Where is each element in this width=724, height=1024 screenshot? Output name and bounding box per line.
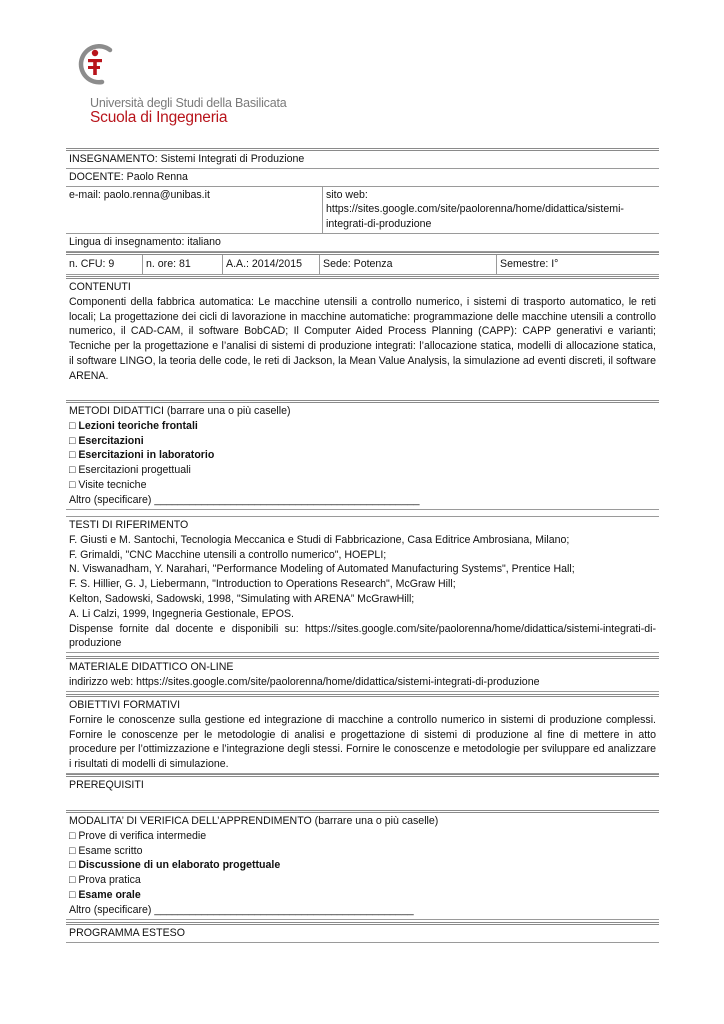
course-details-table [66,252,659,275]
course-info-table [66,148,659,252]
contact-row [66,187,659,234]
website-cell [323,187,659,233]
contenuti-title: CONTENUTI [69,281,131,293]
testi-item: Kelton, Sadowski, Sadowski, 1998, "Simulating with ARENA” McGrawHill; [69,592,415,605]
modalita-item: □ Prova pratica [69,874,141,887]
programma-block [66,922,659,943]
metodi-item: □ Esercitazioni progettuali [69,464,191,477]
obiettivi-text: Fornire le conoscenze sulla gestione ed integrazione di macchine a controllo numerico in sistemi di produzione complessi. Fornire le conoscenze per le metodologie di analisi e progettazione di sistemi di produzione al fine di mettere in atto procedure per l’ottimizzazione e l’integrazione degli stessi. Fornire le conoscenze e metodologie per sviluppare ed analizzare i risultati di modelli di simulazione. [69,713,656,771]
testi-title: TESTI DI RIFERIMENTO [69,519,189,531]
insegnamento-row: INSEGNAMENTO: Sistemi Integrati di Produzione [66,148,659,169]
testi-item: F. S. Hillier, G. J, Liebermann, "Introduction to Operations Research", McGraw Hill; [69,578,456,591]
prerequisiti-section [66,774,659,805]
modalita-section [66,810,659,920]
metodi-item: □ Esercitazioni in laboratorio [69,449,215,462]
materiale-title: MATERIALE DIDATTICO ON-LINE [69,661,234,673]
modalita-title: MODALITA’ DI VERIFICA DELL’APPRENDIMENTO (barrare una o più caselle) [69,815,439,827]
metodi-altro: Altro (specificare) _____________________________________________ [69,493,420,506]
testi-item: N. Viswanadham, Y. Narahari, "Performance Modeling of Automated Manufacturing Systems", Prentice Hall; [69,563,575,576]
semestre-cell: Semestre: I° [500,258,559,270]
university-logo [70,44,116,93]
modalita-block [66,810,659,920]
lingua-row: Lingua di insegnamento: italiano [66,234,659,252]
email-cell: e-mail: paolo.renna@unibas.it [66,187,323,233]
obiettivi-section [66,694,659,774]
materiale-text: indirizzo web: https://sites.google.com/site/paolorenna/home/didattica/sistemi-integrati-di-produzione [69,675,540,688]
website-url-line1: https://sites.google.com/site/paolorenna/home/didattica/sistemi- [326,203,624,216]
metodi-title: METODI DIDATTICI (barrare una o più caselle) [69,405,291,417]
website-label: sito web: [326,188,368,201]
metodi-item: □ Esercitazioni [69,434,144,447]
programma-title: PROGRAMMA ESTESO [69,927,185,939]
testi-dispense: Dispense fornite dal docente e disponibili su: https://sites.google.com/site/paolorenna/home/didattica/sistemi-integrati-di-produzione [69,622,656,650]
prerequisiti-block [66,774,659,805]
materiale-section [66,656,659,692]
testi-block [66,516,659,653]
testi-item: F. Giusti e M. Santochi, Tecnologia Meccanica e Studi di Fabbricazione, Casa Editrice Ambrosiana, Milano; [69,533,570,546]
testi-item: F. Grimaldi, "CNC Macchine utensili a controllo numerico", HOEPLI; [69,548,387,561]
sede-cell: Sede: Potenza [320,255,497,274]
contenuti-section [66,276,659,385]
materiale-block [66,656,659,692]
testi-item: A. Li Calzi, 1999, Ingegneria Gestionale, EPOS. [69,607,294,620]
docente-row: DOCENTE: Paolo Renna [66,169,659,187]
school-name: Scuola di Ingegneria [90,109,228,126]
metodi-item: □ Visite tecniche [69,478,147,491]
modalita-item: □ Discussione di un elaborato progettuale [69,859,281,872]
contenuti-text: Componenti della fabbrica automatica: Le macchine utensili a controllo numerico, i sistemi di trasporto automatico, le reti locali; La progettazione dei cicli di lavorazione in macchine automatiche: programmazione delle macchine utensili a controllo numerico, il CAD-CAM, il software BobCAD; Il Computer Aided Process Planning (CAPP): CAPP generativi e varianti; Tecniche per la progettazione e l’analisi di sistemi di produzione integrati: l’allocazione statica, modelli di allocazione statica, il software LINGO, la teoria delle code, le reti di Jackson, la Mean Value Analysis, la simulazione ad eventi discreti, il software ARENA. [69,295,656,382]
metodi-item: □ Lezioni teoriche frontali [69,419,198,432]
obiettivi-title: OBIETTIVI FORMATIVI [69,699,181,711]
details-row [66,252,659,275]
prerequisiti-title: PREREQUISITI [69,779,144,791]
modalita-altro: Altro (specificare) ____________________________________________ [69,903,414,916]
website-url-line2: integrati-di-produzione [326,218,432,231]
modalita-item: □ Prove di verifica intermedie [69,829,207,842]
contenuti-block [66,276,659,385]
modalita-item: □ Esame orale [69,888,141,901]
aa-cell: A.A.: 2014/2015 [223,255,320,274]
metodi-section [66,400,659,510]
testi-section [66,516,659,653]
obiettivi-block [66,694,659,774]
university-name: Università degli Studi della Basilicata [90,96,287,110]
cfu-cell: n. CFU: 9 [66,255,143,274]
modalita-item: □ Esame scritto [69,844,143,857]
ore-cell: n. ore: 81 [143,255,223,274]
metodi-block [66,400,659,510]
programma-section [66,922,659,943]
